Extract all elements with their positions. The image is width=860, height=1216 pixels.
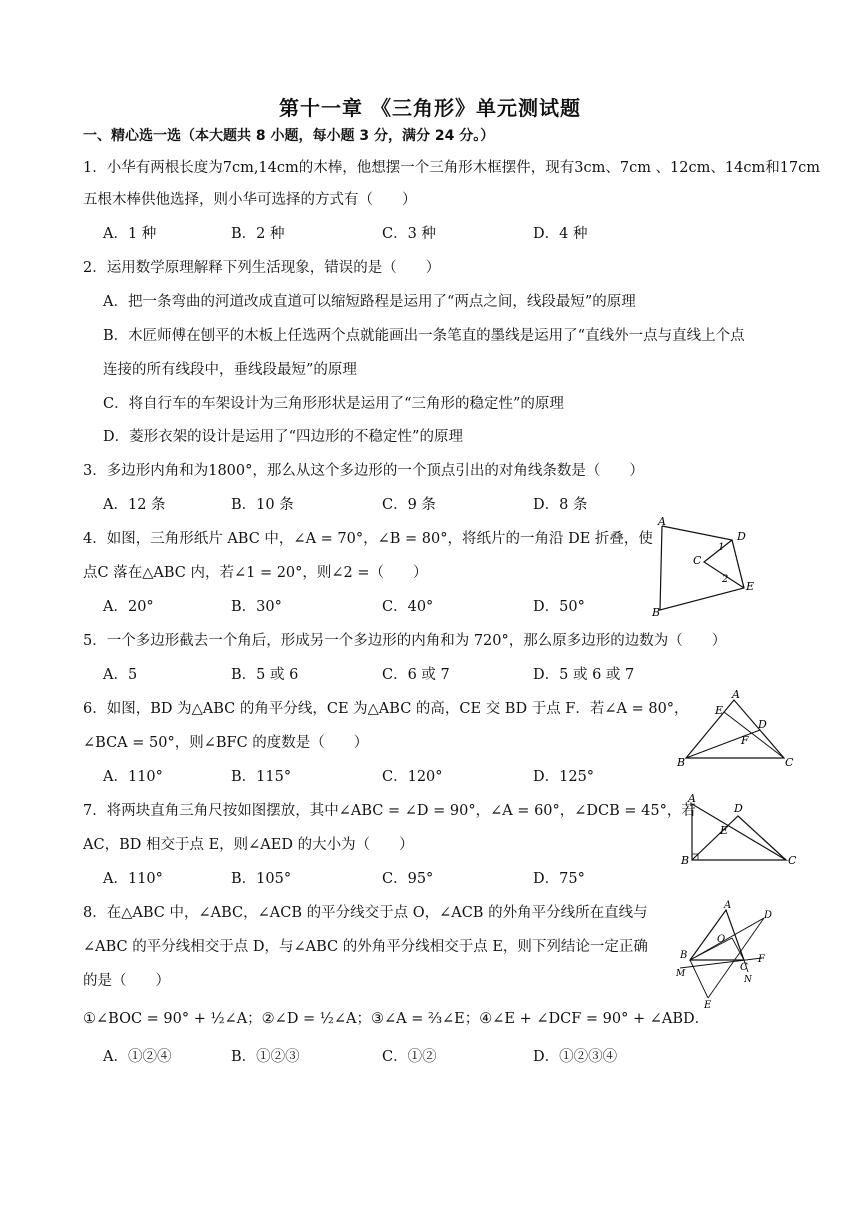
q3-option-b[interactable]: B．10 条	[231, 497, 294, 513]
q8-line-2: ∠ABC 的平分线相交于点 D，与∠ABC 的外角平分线相交于点 E，则下列结论一定正确	[83, 939, 648, 955]
q5-option-a[interactable]: A．5	[103, 667, 138, 683]
q4-label-e: E	[746, 580, 755, 593]
q6-option-d[interactable]: D．125°	[533, 769, 595, 785]
q1-line-1: 1．小华有两根长度为7cm,14cm的木棒，他想摆一个三角形木框摆件，现有3cm、7cm 、12cm、14cm和17cm	[83, 160, 821, 176]
q4-option-a[interactable]: A．20°	[103, 599, 154, 615]
q7-label-e: E	[720, 824, 729, 837]
q7-line-2: AC，BD 相交于点 E，则∠AED 的大小为（ ）	[83, 837, 414, 853]
q1-option-d[interactable]: D．4 种	[533, 226, 588, 242]
q8-option-c[interactable]: C．①②	[382, 1049, 437, 1065]
q1-option-a[interactable]: A．1 种	[103, 226, 157, 242]
q5-line-1: 5．一个多边形截去一个角后，形成另一个多边形的内角和为 720°，那么原多边形的边数为（ ）	[83, 633, 727, 649]
q6-label-d: D	[758, 718, 767, 731]
q4-label-1: 1	[718, 542, 725, 553]
q3-line-1: 3．多边形内角和为1800°，那么从这个多边形的一个顶点引出的对角线条数是（ ）	[83, 463, 644, 479]
q8-option-a[interactable]: A．①②④	[103, 1049, 172, 1065]
q2-option-c[interactable]: C．将自行车的车架设计为三角形形状是运用了“三角形的稳定性”的原理	[103, 396, 564, 412]
q6-triangle	[686, 700, 784, 758]
q8-label-a: A	[724, 900, 732, 911]
q3-option-d[interactable]: D．8 条	[533, 497, 588, 513]
q7-option-d[interactable]: D．75°	[533, 871, 585, 887]
q6-label-e: E	[715, 704, 724, 717]
q8-figure	[672, 898, 792, 1014]
q4-line-1: 4．如图，三角形纸片 ABC 中，∠A = 70°，∠B = 80°，将纸片的一角沿 DE 折叠，使	[83, 531, 653, 547]
q3-option-c[interactable]: C．9 条	[382, 497, 436, 513]
q4-figure-outline	[660, 526, 744, 610]
q6-altitude-ce	[724, 712, 784, 758]
q8-line-de	[708, 918, 764, 998]
q8-label-o: O	[717, 934, 726, 945]
q8-label-m: M	[676, 969, 686, 979]
q8-label-e: E	[704, 1000, 712, 1010]
q4-option-b[interactable]: B．30°	[231, 599, 282, 615]
q1-option-b[interactable]: B．2 种	[231, 226, 285, 242]
q8-conclusions: ①∠BOC = 90° + ½∠A；②∠D = ½∠A；③∠A = ⅔∠E；④∠E + ∠DCF = 90° + ∠ABD．	[83, 1011, 710, 1027]
q6-label-c: C	[785, 756, 794, 769]
q6-label-a: A	[732, 688, 740, 701]
q7-option-b[interactable]: B．105°	[231, 871, 292, 887]
q5-option-b[interactable]: B．5 或 6	[231, 667, 299, 683]
q4-option-c[interactable]: C．40°	[382, 599, 434, 615]
q6-figure	[672, 688, 802, 774]
page-title: 第十一章 《三角形》单元测试题	[279, 96, 581, 120]
q5-option-c[interactable]: C．6 或 7	[382, 667, 450, 683]
q8-label-n: N	[744, 975, 752, 985]
q8-option-d[interactable]: D．①②③④	[533, 1049, 618, 1065]
q7-option-a[interactable]: A．110°	[103, 871, 163, 887]
q6-label-b: B	[677, 756, 686, 769]
q4-label-2: 2	[722, 574, 729, 585]
q4-figure	[648, 512, 768, 624]
q5-option-d[interactable]: D．5 或 6 或 7	[533, 667, 635, 683]
q6-line-1: 6．如图，BD 为△ABC 的角平分线，CE 为△ABC 的高，CE 交 BD 于点 F．若∠A = 80°，	[83, 701, 689, 717]
q6-label-f: F	[741, 734, 749, 747]
q1-option-c[interactable]: C．3 种	[382, 226, 436, 242]
q8-label-b: B	[680, 950, 688, 961]
q7-label-b: B	[681, 854, 690, 867]
q7-triangle-bdc	[692, 816, 786, 860]
q2-option-b[interactable]: B．木匠师傅在刨平的木板上任选两个点就能画出一条笔直的墨线是运用了“直线外一点与直线上个点	[103, 328, 745, 344]
q2-line-1: 2．运用数学原理解释下列生活现象，错误的是（ ）	[83, 260, 441, 276]
q8-line-1: 8．在△ABC 中，∠ABC，∠ACB 的平分线交于点 O，∠ACB 的外角平分线所在直线与	[83, 905, 648, 921]
q7-label-d: D	[734, 802, 743, 815]
q6-option-b[interactable]: B．115°	[231, 769, 292, 785]
q6-line-2: ∠BCA = 50°，则∠BFC 的度数是（ ）	[83, 735, 369, 751]
section-heading: 一、精心选一选（本大题共 8 小题，每小题 3 分，满分 24 分。）	[83, 128, 495, 144]
q8-label-d: D	[764, 910, 773, 921]
q7-label-c: C	[788, 854, 797, 867]
q8-label-f: F	[758, 954, 765, 965]
q2-option-b-cont: 连接的所有线段中，垂线段最短”的原理	[103, 362, 357, 378]
q4-label-a: A	[658, 515, 666, 528]
q8-option-b[interactable]: B．①②③	[231, 1049, 300, 1065]
q4-line-2: 点C 落在△ABC 内，若∠1 = 20°，则∠2 =（ ）	[83, 565, 428, 581]
q4-label-b: B	[652, 606, 661, 619]
q7-figure	[678, 792, 804, 876]
q7-line-1: 7．将两块直角三角尺按如图摆放，其中∠ABC = ∠D = 90°，∠A = 60°，∠DCB = 45°，若	[83, 803, 696, 819]
q8-label-c: C	[740, 962, 748, 973]
q2-option-d[interactable]: D．菱形衣架的设计是运用了“四边形的不稳定性”的原理	[103, 429, 463, 445]
q7-label-a: A	[688, 792, 696, 805]
q4-option-d[interactable]: D．50°	[533, 599, 585, 615]
q7-option-c[interactable]: C．95°	[382, 871, 434, 887]
q6-option-c[interactable]: C．120°	[382, 769, 443, 785]
q4-label-c: C	[693, 554, 702, 567]
q3-option-a[interactable]: A．12 条	[103, 497, 166, 513]
q2-option-a[interactable]: A．把一条弯曲的河道改成直道可以缩短路程是运用了“两点之间，线段最短”的原理	[103, 294, 636, 310]
q6-option-a[interactable]: A．110°	[103, 769, 163, 785]
q1-line-2: 五根木棒供他选择，则小华可选择的方式有（ ）	[83, 192, 417, 208]
q8-line-bo	[690, 938, 732, 960]
q8-line-3: 的是（ ）	[83, 973, 170, 989]
q4-label-d: D	[737, 530, 746, 543]
